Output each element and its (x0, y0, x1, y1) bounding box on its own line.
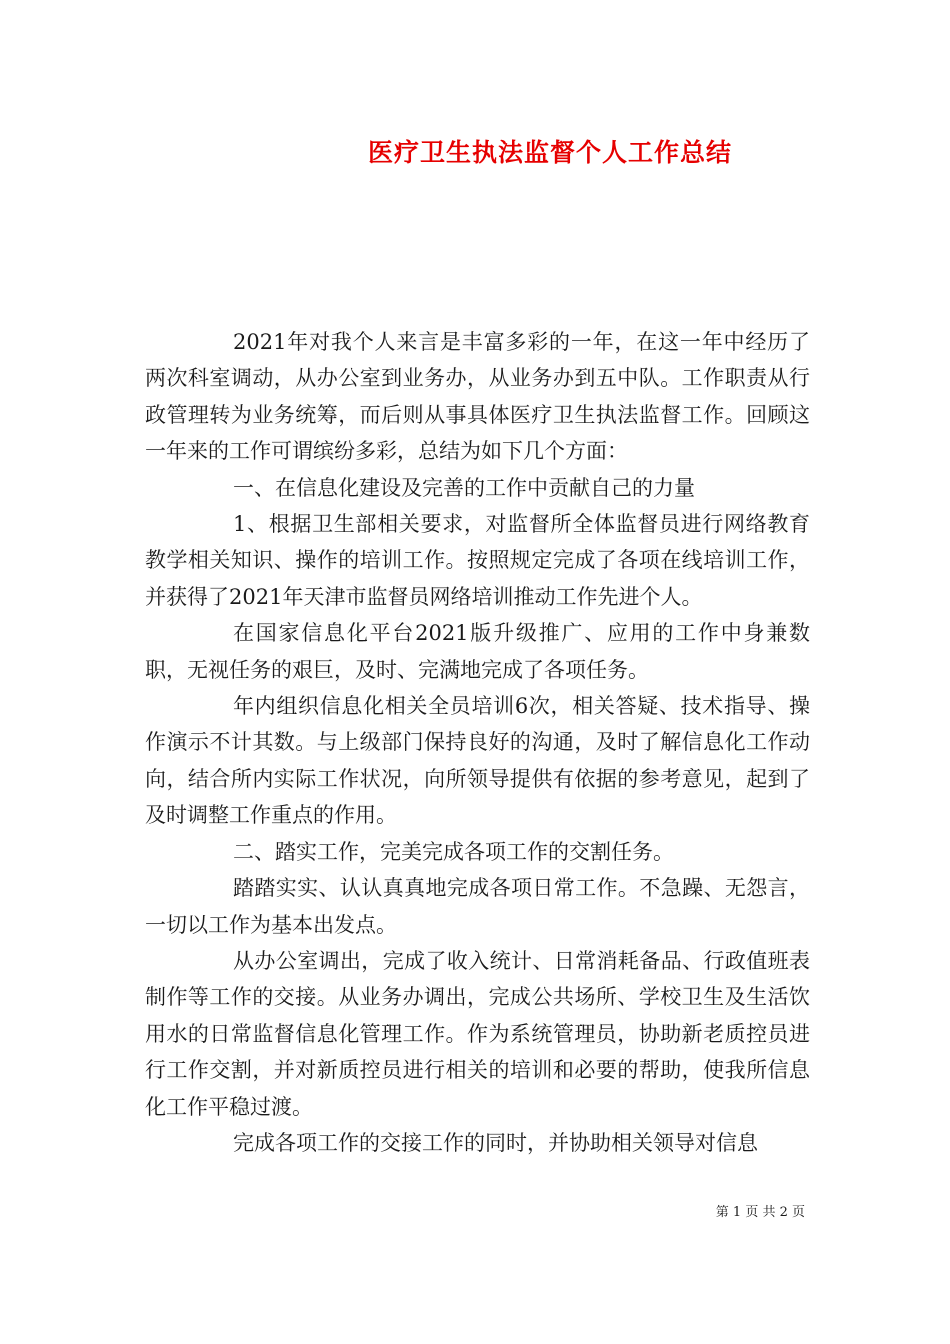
paragraph: 1、根据卫生部相关要求，对监督所全体监督员进行网络教育教学相关知识、操作的培训工作。按照规定完成了各项在线培训工作，并获得了2021年天津市监督员网络培训推动工作先进个人。 (145, 512, 810, 609)
section-heading: 二、踏实工作，完美完成各项工作的交割任务。 (233, 839, 674, 864)
paragraph: 从办公室调出，完成了收入统计、日常消耗备品、行政值班表制作等工作的交接。从业务办调出，完成公共场所、学校卫生及生活饮用水的日常监督信息化管理工作。作为系统管理员，协助新老质控员进行工作交割，并对新质控员进行相关的培训和必要的帮助，使我所信息化工作平稳过渡。 (145, 948, 810, 1119)
paragraph: 年内组织信息化相关全员培训6次，相关答疑、技术指导、操作演示不计其数。与上级部门保持良好的沟通，及时了解信息化工作动向，结合所内实际工作状况，向所领导提供有依据的参考意见，起到了及时调整工作重点的作用。 (145, 694, 810, 828)
paragraph: 踏踏实实、认认真真地完成各项日常工作。不急躁、无怨言，一切以工作为基本出发点。 (145, 876, 810, 937)
paragraph: 2021年对我个人来言是丰富多彩的一年，在这一年中经历了两次科室调动，从办公室到业务办，从业务办到五中队。工作职责从行政管理转为业务统筹，而后则从事具体医疗卫生执法监督工作。回顾这一年来的工作可谓缤纷多彩，总结为如下几个方面： (145, 330, 810, 464)
paragraph: 在国家信息化平台2021版升级推广、应用的工作中身兼数职，无视任务的艰巨，及时、完满地完成了各项任务。 (145, 621, 810, 682)
paragraph: 完成各项工作的交接工作的同时，并协助相关领导对信息 (233, 1130, 758, 1155)
page-footer: 第 1 页 共 2 页 (715, 1205, 805, 1220)
document-title: 医疗卫生执法监督个人工作总结 (367, 138, 732, 167)
document-body (145, 324, 810, 1161)
section-heading: 一、在信息化建设及完善的工作中贡献自己的力量 (233, 475, 695, 500)
